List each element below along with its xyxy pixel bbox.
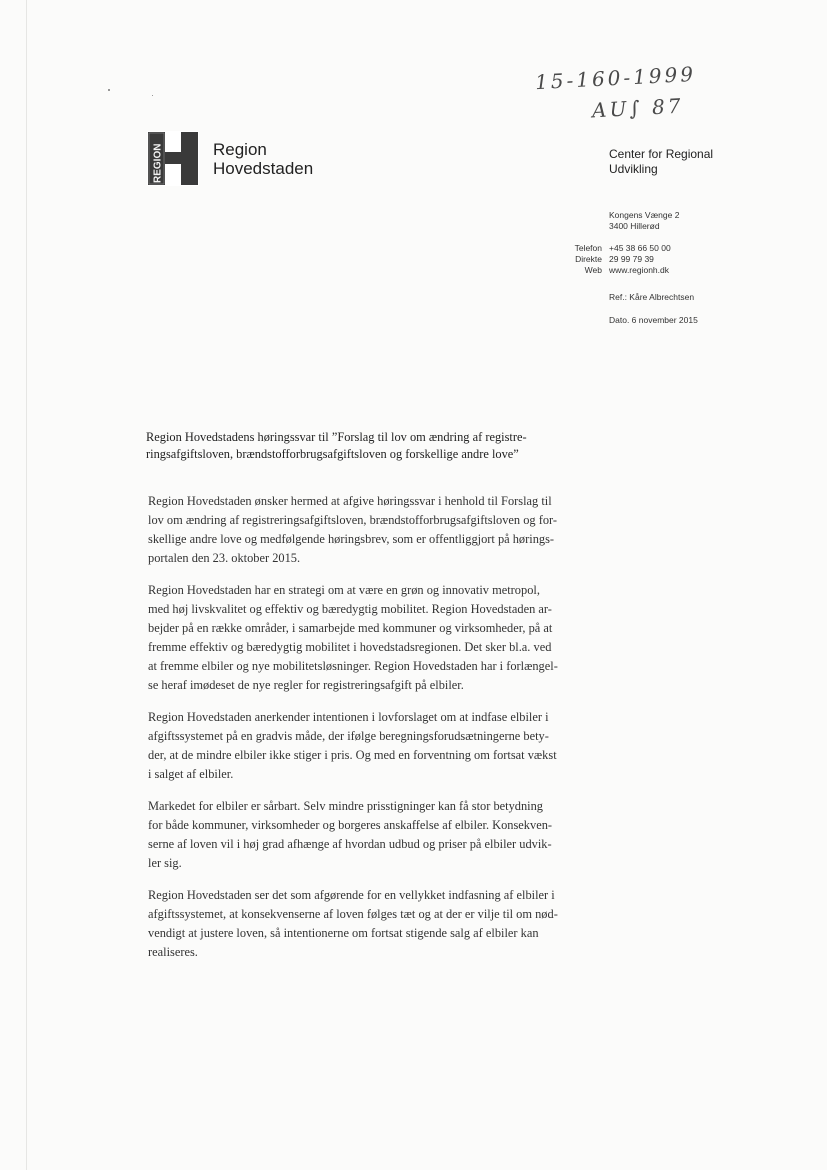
handwritten-reference: 15-160-1999 bbox=[534, 61, 697, 95]
body-paragraph bbox=[148, 708, 618, 784]
body-paragraph bbox=[148, 492, 618, 568]
department-line: Center for Regional bbox=[609, 147, 714, 161]
contact-row-direct bbox=[555, 254, 671, 265]
paragraph-line: skellige andre love og medfølgende høringsbrev, som er offentliggjort på hørings- bbox=[148, 532, 555, 546]
contact-label: Telefon bbox=[574, 243, 602, 253]
paragraph-line: se heraf imødeset de nye regler for registreringsafgift på elbiler. bbox=[148, 678, 464, 692]
paragraph-line: afgiftssystemet på en gradvis måde, der ifølge beregningsforudsætningerne bety- bbox=[148, 729, 549, 743]
date-line: Dato. 6 november 2015 bbox=[609, 315, 698, 325]
paragraph-line: lov om ændring af registreringsafgiftsloven, brændstofforbrugsafgiftsloven og for- bbox=[148, 513, 558, 527]
reference-line: Ref.: Kåre Albrechtsen bbox=[609, 292, 695, 302]
contact-label: Direkte bbox=[575, 254, 602, 264]
logo-mark-text: REGION bbox=[152, 143, 164, 183]
paragraph-line: Region Hovedstaden har en strategi om at være en grøn og innovativ metropol, bbox=[148, 583, 540, 597]
paragraph-line: bejder på en række områder, i samarbejde med kommuner og virksomheder, på at bbox=[148, 621, 553, 635]
paragraph-line: fremme effektiv og bæredygtig mobilitet i hovedstadsregionen. Det sker bl.a. ved bbox=[148, 640, 552, 654]
contact-value: +45 38 66 50 00 bbox=[609, 243, 671, 253]
contact-row-phone bbox=[555, 243, 671, 254]
contact-row-web bbox=[555, 265, 671, 276]
scan-speck bbox=[152, 95, 153, 96]
letter-body bbox=[148, 492, 618, 975]
department-line: Udvikling bbox=[609, 162, 658, 176]
logo-name bbox=[213, 140, 313, 178]
sender-department bbox=[609, 147, 713, 177]
paragraph-line: for både kommuner, virksomheder og borgeres anskaffelse af elbiler. Konsekven- bbox=[148, 818, 553, 832]
paragraph-line: der, at de mindre elbiler ikke stiger i pris. Og med en forventning om fortsat vækst bbox=[148, 748, 557, 762]
paragraph-line: afgiftssystemet, at konsekvenserne af loven følges tæt og at der er vilje til om nød- bbox=[148, 907, 558, 921]
paragraph-line: portalen den 23. oktober 2015. bbox=[148, 551, 301, 565]
paragraph-line: Region Hovedstaden anerkender intentionen i lovforslaget om at indfase elbiler i bbox=[148, 710, 549, 724]
address-line: Kongens Vænge 2 bbox=[609, 210, 680, 220]
contact-block bbox=[555, 243, 671, 276]
paragraph-line: realiseres. bbox=[148, 945, 198, 959]
contact-value: www.regionh.dk bbox=[609, 265, 670, 275]
paragraph-line: serne af loven vil i høj grad afhænge af hvordan udbud og priser på elbiler udvik- bbox=[148, 837, 552, 851]
logo-name-line: Hovedstaden bbox=[213, 159, 314, 178]
body-paragraph bbox=[148, 886, 618, 962]
paragraph-line: i salget af elbiler. bbox=[148, 767, 234, 781]
subject-line: Region Hovedstadens høringssvar til ”Forslag til lov om ændring af registre- bbox=[146, 430, 527, 444]
contact-value: 29 99 79 39 bbox=[609, 254, 654, 264]
paragraph-line: at fremme elbiler og nye mobilitetsløsninger. Region Hovedstaden har i forlængel- bbox=[148, 659, 558, 673]
handwritten-note: AU∫ 87 bbox=[591, 93, 685, 123]
region-logo-icon bbox=[147, 131, 199, 186]
letter-subject bbox=[146, 429, 606, 463]
scan-edge bbox=[26, 0, 27, 1170]
paragraph-line: med høj livskvalitet og effektiv og bæredygtig mobilitet. Region Hovedstaden ar- bbox=[148, 602, 552, 616]
paragraph-line: Markedet for elbiler er sårbart. Selv mindre prisstigninger kan få stor betydning bbox=[148, 799, 544, 813]
paragraph-line: vendigt at justere loven, så intentionerne om fortsat stigende salg af elbiler kan bbox=[148, 926, 539, 940]
paragraph-line: ler sig. bbox=[148, 856, 182, 870]
sender-address bbox=[609, 210, 679, 232]
body-paragraph bbox=[148, 581, 618, 695]
paragraph-line: Region Hovedstaden ønsker hermed at afgive høringssvar i henhold til Forslag til bbox=[148, 494, 552, 508]
subject-line: ringsafgiftsloven, brændstofforbrugsafgiftsloven og forskellige andre love” bbox=[146, 447, 519, 461]
body-paragraph bbox=[148, 797, 618, 873]
scan-speck bbox=[108, 89, 110, 91]
paragraph-line: Region Hovedstaden ser det som afgørende for en vellykket indfasning af elbiler i bbox=[148, 888, 555, 902]
logo-name-line: Region bbox=[213, 140, 267, 159]
address-line: 3400 Hillerød bbox=[609, 221, 660, 231]
contact-label: Web bbox=[584, 265, 602, 275]
